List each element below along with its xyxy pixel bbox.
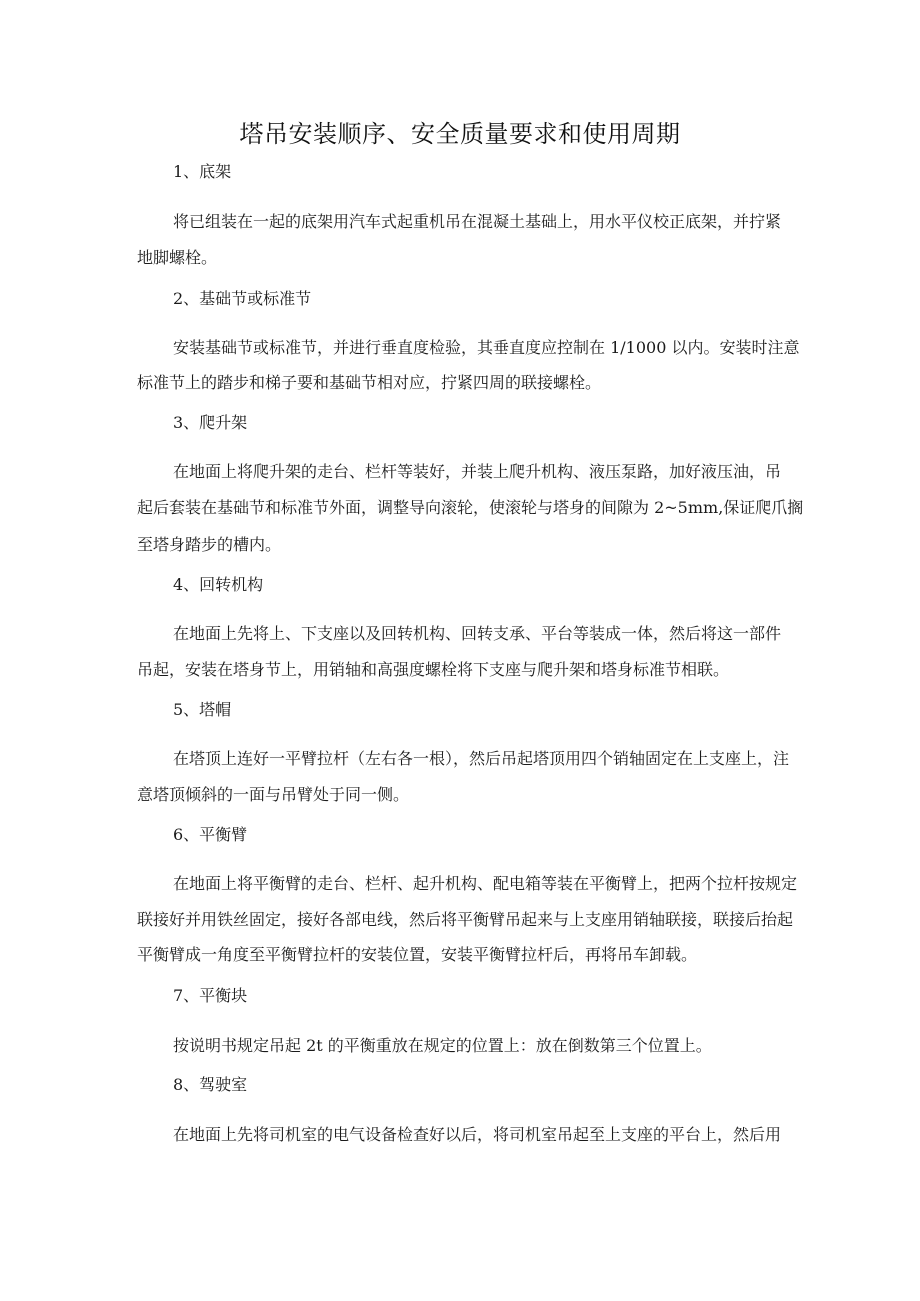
section-6-line-2: 联接好并用铁丝固定，接好各部电线，然后将平衡臂吊起来与上支座用销轴联接，联接后抬起 [137,910,794,929]
section-heading-1: 1、底架 [173,162,232,181]
section-1-line-2: 地脚螺栓。 [137,248,218,267]
section-6-line-1: 在地面上将平衡臂的走台、栏杆、起升机构、配电箱等装在平衡臂上，把两个拉杆按规定 [173,874,798,893]
section-3-line-2: 起后套装在基础节和标准节外面，调整导向滚轮，使滚轮与塔身的间隙为 2~5mm,保证爬爪搁 [137,498,804,517]
section-4-line-2: 吊起，安装在塔身节上，用销轴和高强度螺栓将下支座与爬升架和塔身标准节相联。 [137,660,730,679]
section-heading-2: 2、基础节或标准节 [173,289,312,308]
section-6-line-3: 平衡臂成一角度至平衡臂拉杆的安装位置，安装平衡臂拉杆后，再将吊车卸载。 [137,945,698,964]
section-2-line-1: 安装基础节或标准节，并进行垂直度检验，其垂直度应控制在 1/1000 以内。安装时注意 [173,338,800,357]
section-heading-8: 8、驾驶室 [173,1075,248,1094]
section-heading-6: 6、平衡臂 [173,825,248,844]
section-7-line-1: 按说明书规定吊起 2t 的平衡重放在规定的位置上：放在倒数第三个位置上。 [173,1036,712,1055]
section-5-line-1: 在塔顶上连好一平臂拉杆（左右各一根），然后吊起塔顶用四个销轴固定在上支座上，注 [173,749,790,768]
section-4-line-1: 在地面上先将上、下支座以及回转机构、回转支承、平台等装成一体，然后将这一部件 [173,624,782,643]
section-3-line-1: 在地面上将爬升架的走台、栏杆等装好，并装上爬升机构、液压泵路，加好液压油，吊 [173,462,782,481]
section-heading-4: 4、回转机构 [173,575,264,594]
section-3-line-3: 至塔身踏步的槽内。 [137,535,282,554]
section-5-line-2: 意塔顶倾斜的一面与吊臂处于同一侧。 [137,785,410,804]
section-heading-5: 5、塔帽 [173,700,232,719]
page-title: 塔吊安装顺序、安全质量要求和使用周期 [239,120,681,148]
section-heading-3: 3、爬升架 [173,413,248,432]
section-8-line-1: 在地面上先将司机室的电气设备检查好以后，将司机室吊起至上支座的平台上，然后用 [173,1125,782,1144]
section-heading-7: 7、平衡块 [173,986,248,1005]
section-2-line-2: 标准节上的踏步和梯子要和基础节相对应，拧紧四周的联接螺栓。 [137,373,602,392]
section-1-line-1: 将已组装在一起的底架用汽车式起重机吊在混凝土基础上，用水平仪校正底架，并拧紧 [173,212,782,231]
